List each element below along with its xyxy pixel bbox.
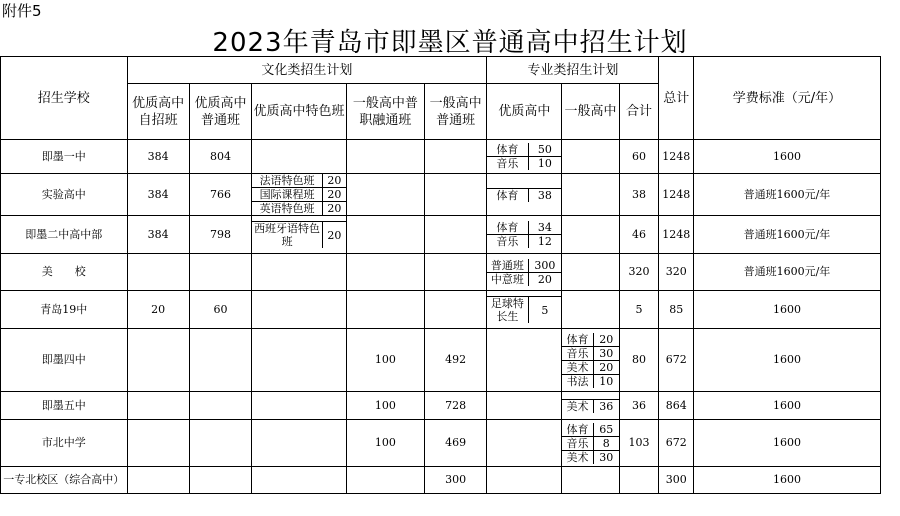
tese-name: 西班牙语特色班 bbox=[252, 222, 322, 249]
yiban-list bbox=[562, 399, 618, 413]
yb-putong-count bbox=[424, 174, 486, 216]
table-row bbox=[1, 291, 900, 329]
tese-cell bbox=[252, 291, 347, 329]
yiban-name: 体育 bbox=[562, 333, 593, 347]
header-culture-group: 文化类招生计划 bbox=[127, 57, 487, 84]
school-name: 即墨四中 bbox=[1, 329, 128, 392]
table-row bbox=[1, 140, 900, 174]
yiban-cell bbox=[562, 140, 619, 174]
header-total: 总计 bbox=[659, 57, 694, 140]
youzhi-cell bbox=[487, 329, 562, 392]
yiban-count: 30 bbox=[593, 346, 618, 360]
fee-standard: 普通班1600元/年 bbox=[694, 254, 881, 291]
total-count: 85 bbox=[659, 291, 694, 329]
yiban-item bbox=[562, 333, 618, 347]
yb-putong-count: 492 bbox=[424, 329, 486, 392]
putong-count: 798 bbox=[189, 216, 251, 254]
fee-standard: 1600 bbox=[694, 329, 881, 392]
yb-putong-count bbox=[424, 216, 486, 254]
youzhi-list bbox=[487, 259, 561, 286]
youzhi-name: 中意班 bbox=[487, 272, 528, 286]
yb-putong-count bbox=[424, 140, 486, 174]
rongtong-count: 100 bbox=[346, 392, 424, 420]
fee-standard: 普通班1600元/年 bbox=[694, 216, 881, 254]
yiban-name: 美术 bbox=[562, 399, 593, 413]
yiban-name: 体育 bbox=[562, 423, 593, 437]
header-sp-heji: 合计 bbox=[619, 84, 659, 140]
yiban-count: 36 bbox=[593, 399, 618, 413]
youzhi-item bbox=[487, 297, 561, 324]
youzhi-item bbox=[487, 235, 561, 249]
youzhi-item bbox=[487, 143, 561, 157]
heji-count: 80 bbox=[619, 329, 659, 392]
youzhi-name: 体育 bbox=[487, 188, 528, 202]
putong-count bbox=[189, 392, 251, 420]
youzhi-cell bbox=[487, 140, 562, 174]
yiban-count: 20 bbox=[593, 333, 618, 347]
yiban-cell bbox=[562, 329, 619, 392]
tese-cell bbox=[252, 420, 347, 467]
putong-count bbox=[189, 329, 251, 392]
fee-standard: 普通班1600元/年 bbox=[694, 174, 881, 216]
header-sp-yiban: 一般高中 bbox=[562, 84, 619, 140]
youzhi-cell bbox=[487, 291, 562, 329]
zizhao-count: 384 bbox=[127, 216, 189, 254]
youzhi-cell bbox=[487, 216, 562, 254]
school-name: 即墨一中 bbox=[1, 140, 128, 174]
yiban-cell bbox=[562, 291, 619, 329]
total-count: 672 bbox=[659, 329, 694, 392]
youzhi-name: 体育 bbox=[487, 221, 528, 235]
youzhi-count: 50 bbox=[528, 143, 561, 157]
putong-count: 766 bbox=[189, 174, 251, 216]
yiban-item bbox=[562, 423, 618, 437]
header-sp-youzhi: 优质高中 bbox=[487, 84, 562, 140]
youzhi-name: 音乐 bbox=[487, 157, 528, 171]
rongtong-count bbox=[346, 467, 424, 494]
rongtong-count: 100 bbox=[346, 420, 424, 467]
yiban-cell bbox=[562, 174, 619, 216]
yiban-cell bbox=[562, 392, 619, 420]
total-count: 1248 bbox=[659, 174, 694, 216]
zizhao-count bbox=[127, 329, 189, 392]
tese-name: 英语特色班 bbox=[252, 202, 322, 216]
youzhi-item bbox=[487, 157, 561, 171]
yiban-item bbox=[562, 450, 618, 464]
yiban-count: 65 bbox=[593, 423, 618, 437]
plan-table-wrapper bbox=[0, 56, 900, 494]
youzhi-count: 12 bbox=[528, 235, 561, 249]
page-title: 2023年青岛市即墨区普通高中招生计划 bbox=[212, 28, 688, 58]
total-count: 320 bbox=[659, 254, 694, 291]
putong-count bbox=[189, 254, 251, 291]
tese-count: 20 bbox=[322, 174, 345, 188]
tese-name: 法语特色班 bbox=[252, 174, 322, 188]
rongtong-count bbox=[346, 174, 424, 216]
rongtong-count bbox=[346, 140, 424, 174]
tese-cell bbox=[252, 467, 347, 494]
tese-item bbox=[252, 188, 346, 202]
tese-list bbox=[252, 221, 346, 248]
fee-standard: 1600 bbox=[694, 420, 881, 467]
youzhi-count: 20 bbox=[528, 272, 561, 286]
total-count: 300 bbox=[659, 467, 694, 494]
putong-count: 804 bbox=[189, 140, 251, 174]
rongtong-count: 100 bbox=[346, 329, 424, 392]
fee-standard: 1600 bbox=[694, 392, 881, 420]
yiban-name: 音乐 bbox=[562, 436, 593, 450]
yiban-item bbox=[562, 436, 618, 450]
school-name: 即墨二中高中部 bbox=[1, 216, 128, 254]
fee-standard: 1600 bbox=[694, 140, 881, 174]
tese-item bbox=[252, 202, 346, 216]
yiban-item bbox=[562, 346, 618, 360]
youzhi-cell bbox=[487, 174, 562, 216]
tese-name: 国际课程班 bbox=[252, 188, 322, 202]
putong-count bbox=[189, 467, 251, 494]
table-row bbox=[1, 174, 900, 216]
table-row bbox=[1, 216, 900, 254]
header-yz-putong: 优质高中普通班 bbox=[189, 84, 251, 140]
zizhao-count: 384 bbox=[127, 174, 189, 216]
yiban-cell bbox=[562, 467, 619, 494]
heji-count: 320 bbox=[619, 254, 659, 291]
table-row bbox=[1, 467, 900, 494]
school-name: 市北中学 bbox=[1, 420, 128, 467]
youzhi-list bbox=[487, 143, 561, 170]
zizhao-count: 20 bbox=[127, 291, 189, 329]
yiban-name: 美术 bbox=[562, 360, 593, 374]
youzhi-list bbox=[487, 188, 561, 202]
youzhi-name: 体育 bbox=[487, 143, 528, 157]
youzhi-count: 300 bbox=[528, 259, 561, 273]
yiban-cell bbox=[562, 420, 619, 467]
total-count: 1248 bbox=[659, 216, 694, 254]
school-name: 青岛19中 bbox=[1, 291, 128, 329]
yiban-cell bbox=[562, 216, 619, 254]
yb-putong-count: 728 bbox=[424, 392, 486, 420]
table-row bbox=[1, 392, 900, 420]
header-yz-zizhao: 优质高中自招班 bbox=[127, 84, 189, 140]
youzhi-name: 足球特长生 bbox=[487, 297, 528, 324]
school-name: 一专北校区（综合高中） bbox=[1, 467, 128, 494]
yiban-count: 10 bbox=[593, 374, 618, 388]
yiban-count: 20 bbox=[593, 360, 618, 374]
zizhao-count bbox=[127, 420, 189, 467]
zizhao-count: 384 bbox=[127, 140, 189, 174]
heji-count: 103 bbox=[619, 420, 659, 467]
yiban-list bbox=[562, 423, 618, 464]
heji-count bbox=[619, 467, 659, 494]
header-special-group: 专业类招生计划 bbox=[487, 57, 659, 84]
tese-count: 20 bbox=[322, 202, 345, 216]
youzhi-item bbox=[487, 188, 561, 202]
zizhao-count bbox=[127, 392, 189, 420]
tese-cell bbox=[252, 174, 347, 216]
yiban-name: 书法 bbox=[562, 374, 593, 388]
yiban-item bbox=[562, 360, 618, 374]
tese-cell bbox=[252, 392, 347, 420]
yiban-item bbox=[562, 399, 618, 413]
header-fee: 学费标准（元/年） bbox=[694, 57, 881, 140]
tese-item bbox=[252, 222, 346, 249]
tese-list bbox=[252, 174, 346, 215]
tese-cell bbox=[252, 254, 347, 291]
total-count: 1248 bbox=[659, 140, 694, 174]
tese-count: 20 bbox=[322, 188, 345, 202]
fee-standard: 1600 bbox=[694, 291, 881, 329]
youzhi-cell bbox=[487, 467, 562, 494]
youzhi-list bbox=[487, 221, 561, 248]
youzhi-cell bbox=[487, 392, 562, 420]
youzhi-cell bbox=[487, 254, 562, 291]
youzhi-count: 38 bbox=[528, 188, 561, 202]
yiban-cell bbox=[562, 254, 619, 291]
yb-putong-count bbox=[424, 254, 486, 291]
yb-putong-count bbox=[424, 291, 486, 329]
youzhi-count: 10 bbox=[528, 157, 561, 171]
header-school: 招生学校 bbox=[1, 57, 128, 140]
youzhi-count: 5 bbox=[528, 297, 561, 324]
rongtong-count bbox=[346, 291, 424, 329]
tese-cell bbox=[252, 329, 347, 392]
yiban-count: 30 bbox=[593, 450, 618, 464]
rongtong-count bbox=[346, 254, 424, 291]
putong-count: 60 bbox=[189, 291, 251, 329]
youzhi-count: 34 bbox=[528, 221, 561, 235]
enrollment-plan-table bbox=[0, 56, 900, 494]
heji-count: 38 bbox=[619, 174, 659, 216]
tese-cell bbox=[252, 216, 347, 254]
youzhi-name: 音乐 bbox=[487, 235, 528, 249]
table-row bbox=[1, 329, 900, 392]
attachment-label: 附件5 bbox=[2, 2, 42, 20]
school-name: 美 校 bbox=[1, 254, 128, 291]
yb-putong-count: 469 bbox=[424, 420, 486, 467]
school-name: 实验高中 bbox=[1, 174, 128, 216]
yiban-name: 音乐 bbox=[562, 346, 593, 360]
youzhi-item bbox=[487, 259, 561, 273]
header-row-1 bbox=[1, 57, 900, 84]
heji-count: 46 bbox=[619, 216, 659, 254]
youzhi-item bbox=[487, 272, 561, 286]
tese-count: 20 bbox=[322, 222, 345, 249]
total-count: 864 bbox=[659, 392, 694, 420]
table-row bbox=[1, 420, 900, 467]
tese-cell bbox=[252, 140, 347, 174]
yiban-list bbox=[562, 333, 618, 388]
yiban-name: 美术 bbox=[562, 450, 593, 464]
yiban-count: 8 bbox=[593, 436, 618, 450]
heji-count: 5 bbox=[619, 291, 659, 329]
yb-putong-count: 300 bbox=[424, 467, 486, 494]
zizhao-count bbox=[127, 254, 189, 291]
yiban-item bbox=[562, 374, 618, 388]
youzhi-cell bbox=[487, 420, 562, 467]
heji-count: 60 bbox=[619, 140, 659, 174]
heji-count: 36 bbox=[619, 392, 659, 420]
youzhi-list bbox=[487, 296, 561, 323]
table-row bbox=[1, 254, 900, 291]
total-count: 672 bbox=[659, 420, 694, 467]
rongtong-count bbox=[346, 216, 424, 254]
fee-standard: 1600 bbox=[694, 467, 881, 494]
school-name: 即墨五中 bbox=[1, 392, 128, 420]
youzhi-item bbox=[487, 221, 561, 235]
header-yb-rongtong: 一般高中普职融通班 bbox=[346, 84, 424, 140]
youzhi-name: 普通班 bbox=[487, 259, 528, 273]
header-yb-putong: 一般高中普通班 bbox=[424, 84, 486, 140]
putong-count bbox=[189, 420, 251, 467]
tese-item bbox=[252, 174, 346, 188]
zizhao-count bbox=[127, 467, 189, 494]
header-yz-tese: 优质高中特色班 bbox=[252, 84, 347, 140]
